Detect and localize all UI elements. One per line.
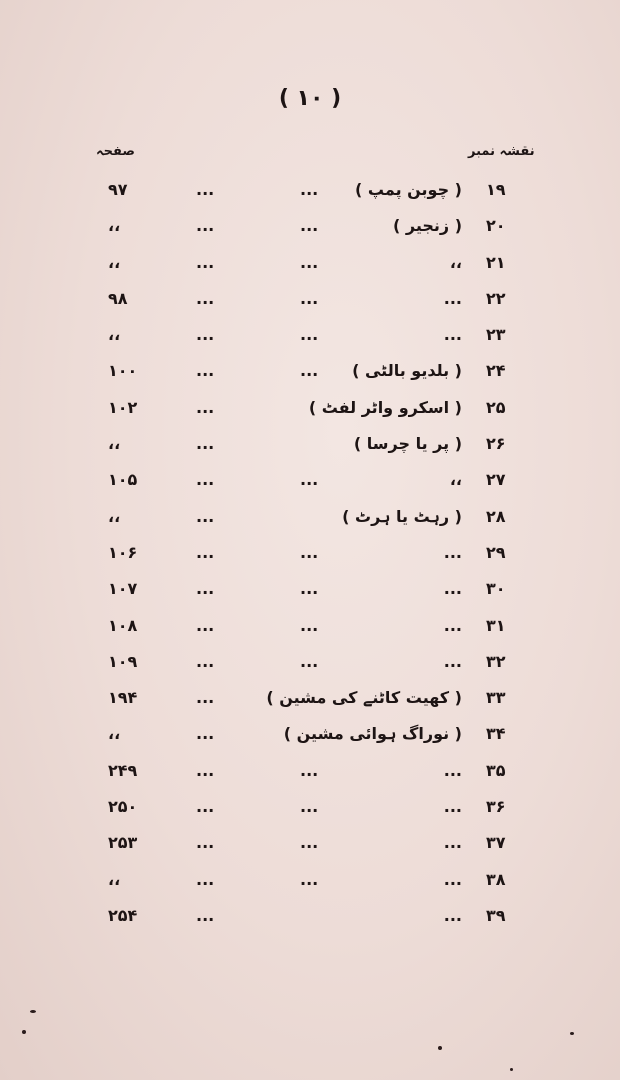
leader-dots: ... (300, 615, 319, 635)
leader-dots: ... (300, 579, 319, 599)
map-number: ۲۱ (486, 252, 506, 272)
index-row (0, 462, 620, 498)
index-row (0, 281, 620, 317)
index-row (0, 571, 620, 607)
map-title: ... (443, 615, 462, 635)
leader-dots: ... (196, 325, 215, 345)
page-number: ( ۱۰ ) (278, 86, 342, 111)
leader-dots: ... (196, 797, 215, 817)
page-ref: ۹۷ (108, 180, 128, 199)
leader-dots: ... (196, 216, 215, 236)
map-title: ... (443, 325, 462, 345)
map-number: ۲۴ (486, 361, 506, 381)
leader-dots: ... (300, 288, 319, 308)
leader-dots: ... (196, 615, 215, 635)
map-title: ... (443, 869, 462, 889)
leader-dots: ... (300, 797, 319, 817)
index-row (0, 608, 620, 644)
page-header: صفحہ (96, 144, 135, 159)
leader-dots: ... (196, 288, 215, 308)
map-number: ۳۴ (486, 724, 506, 744)
map-number: ۲۷ (486, 470, 506, 490)
map-title: ... (443, 288, 462, 308)
paper-speck (30, 1010, 36, 1013)
paper-speck (570, 1032, 574, 1035)
leader-dots: ... (196, 180, 215, 199)
map-number: ۲۳ (486, 325, 506, 345)
leader-dots: ... (196, 542, 215, 562)
leader-dots: ... (196, 905, 215, 925)
map-number-header: نقشہ نمبر (468, 144, 535, 159)
leader-dots: ... (196, 252, 215, 272)
leader-dots: ... (300, 216, 319, 236)
page-ref: ،، (108, 869, 121, 889)
index-row (0, 862, 620, 898)
leader-dots: ... (196, 869, 215, 889)
map-number: ۱۹ (486, 180, 506, 199)
page-ref: ،، (108, 434, 121, 454)
map-title: ( نوراگ ہوائی مشین ) (283, 724, 462, 744)
map-number: ۲۵ (486, 397, 506, 417)
map-number: ۳۱ (486, 615, 506, 635)
leader-dots: ... (300, 542, 319, 562)
map-number: ۲۲ (486, 288, 506, 308)
leader-dots: ... (300, 833, 319, 853)
map-title: ( کھیت کاٹنے کی مشین ) (266, 688, 462, 708)
map-title: ( اسکرو واٹر لفٹ ) (308, 397, 462, 417)
map-title: ( رہٹ یا ہرٹ ) (342, 506, 462, 526)
map-number: ۳۹ (486, 905, 506, 925)
map-title: ،، (449, 252, 462, 272)
page-ref: ۱۰۰ (108, 361, 138, 381)
page-ref: ۱۰۶ (108, 542, 138, 562)
index-row (0, 898, 620, 934)
paper-speck (22, 1030, 26, 1034)
leader-dots: ... (196, 470, 215, 490)
map-number: ۲۰ (486, 216, 506, 236)
map-title: ... (443, 833, 462, 853)
leader-dots: ... (196, 688, 215, 708)
page-ref: ،، (108, 216, 121, 236)
map-number: ۳۵ (486, 760, 506, 780)
index-row (0, 499, 620, 535)
leader-dots: ... (196, 361, 215, 381)
leader-dots: ... (300, 180, 319, 199)
page-ref: ۱۰۲ (108, 397, 138, 417)
index-row (0, 680, 620, 716)
leader-dots: ... (196, 833, 215, 853)
map-title: ،، (449, 470, 462, 490)
map-number: ۳۲ (486, 651, 506, 671)
map-number: ۲۹ (486, 542, 506, 562)
index-row (0, 317, 620, 353)
leader-dots: ... (196, 724, 215, 744)
paper-speck (510, 1068, 513, 1071)
map-number: ۳۳ (486, 688, 506, 708)
page-ref: ۲۵۰ (108, 797, 138, 817)
page-ref: ۲۵۳ (108, 833, 138, 853)
index-row (0, 426, 620, 462)
map-title: ... (443, 542, 462, 562)
map-title: ( پر یا چرسا ) (353, 434, 462, 454)
map-title: ... (443, 651, 462, 671)
map-title: ... (443, 797, 462, 817)
leader-dots: ... (196, 579, 215, 599)
map-title: ( زنجیر ) (393, 216, 462, 236)
page-ref: ،، (108, 325, 121, 345)
map-number: ۲۶ (486, 434, 506, 454)
page-ref: ،، (108, 724, 121, 744)
leader-dots: ... (300, 869, 319, 889)
leader-dots: ... (300, 361, 319, 381)
map-number: ۳۸ (486, 869, 506, 889)
index-row (0, 535, 620, 571)
page-ref: ۱۰۸ (108, 615, 138, 635)
index-row (0, 245, 620, 281)
leader-dots: ... (196, 434, 215, 454)
page-ref: ۱۰۷ (108, 579, 138, 599)
index-row (0, 716, 620, 752)
map-number: ۳۶ (486, 797, 506, 817)
leader-dots: ... (300, 470, 319, 490)
page-ref: ۱۰۵ (108, 470, 138, 490)
page-ref: ،، (108, 252, 121, 272)
index-row (0, 390, 620, 426)
index-row (0, 825, 620, 861)
map-title: ... (443, 905, 462, 925)
map-number: ۲۸ (486, 506, 506, 526)
map-number: ۳۷ (486, 833, 506, 853)
leader-dots: ... (196, 506, 215, 526)
leader-dots: ... (300, 651, 319, 671)
page-ref: ۹۸ (108, 288, 128, 308)
leader-dots: ... (300, 252, 319, 272)
index-row (0, 353, 620, 389)
page-ref: ۲۵۴ (108, 905, 138, 925)
leader-dots: ... (196, 397, 215, 417)
page-ref: ۱۰۹ (108, 651, 138, 671)
page-ref: ۱۹۴ (108, 688, 138, 708)
page-ref: ،، (108, 506, 121, 526)
leader-dots: ... (300, 325, 319, 345)
map-number: ۳۰ (486, 579, 506, 599)
map-title: ... (443, 760, 462, 780)
page-ref: ۲۴۹ (108, 760, 138, 780)
paper-speck (438, 1046, 442, 1050)
index-row (0, 644, 620, 680)
leader-dots: ... (196, 651, 215, 671)
map-title: ( چوبن پمپ ) (355, 180, 462, 199)
leader-dots: ... (196, 760, 215, 780)
index-row (0, 208, 620, 244)
index-row (0, 172, 620, 208)
index-table (0, 172, 620, 934)
index-row (0, 753, 620, 789)
index-row (0, 789, 620, 825)
map-title: ... (443, 579, 462, 599)
map-title: ( بلدیو بالٹی ) (352, 361, 462, 381)
leader-dots: ... (300, 760, 319, 780)
